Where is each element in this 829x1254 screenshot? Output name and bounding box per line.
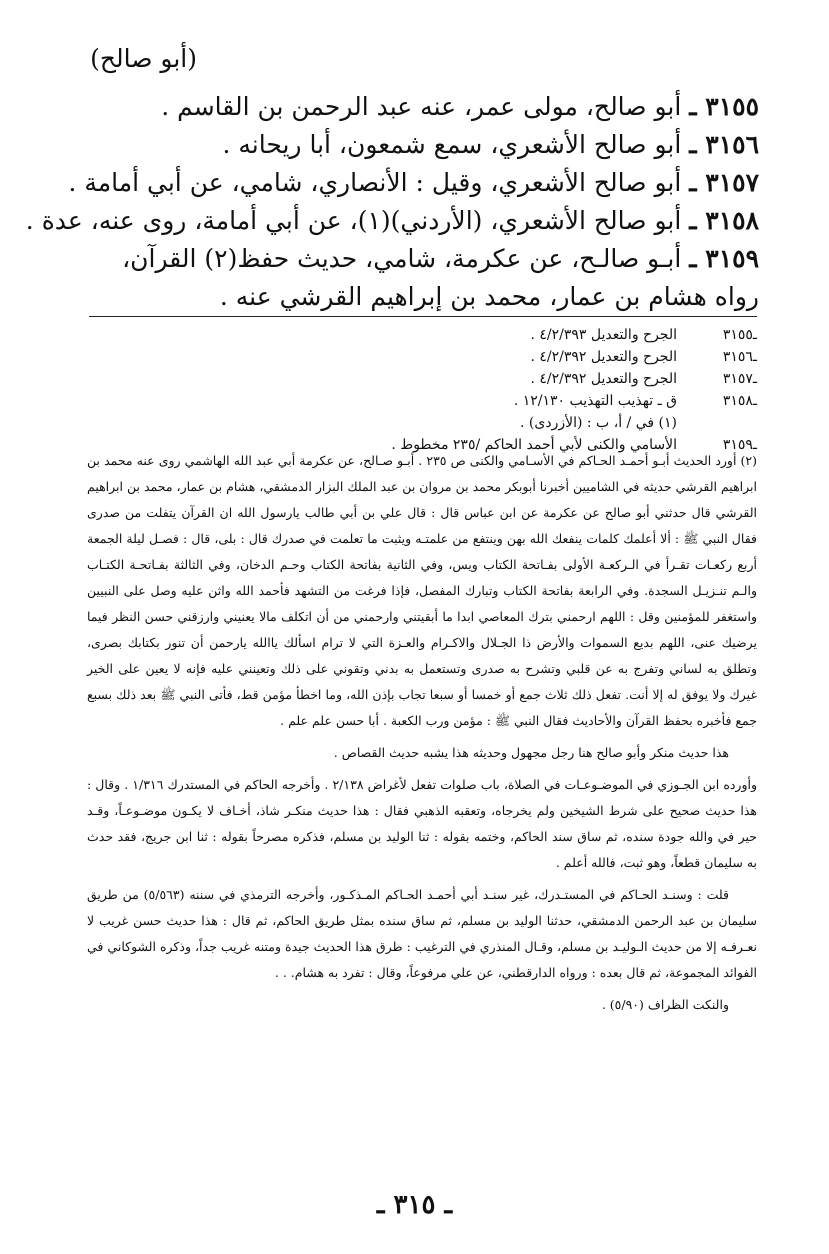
source-number: ـ٣١٥٩ [722, 437, 757, 453]
commentary-paragraph: وأورده ابن الجـوزي في الموضـوعـات في الصلاة، باب صلوات تفعل لأغراض ٢/١٣٨ . وأخرجه الحاكم في المستدرك ١/٣١٦ . وقال : هذا حديث صحيح على شرط الشيخين ولم يخرجاه، وتعقبه الذهبي فقال : هذا حديث منكـر شاذ، أخـاف لا يكـون موضـوعـاً، وقـد حير في والله جودة سنده، ثم ساق سند الحاكم، وختمه بقوله : ثنا الوليد بن مسلم، فذكره مصرحاً بقوله : ثنا ابن جريج، فقد حدث به سليمان قطعاً، وهو ثبت، فالله أعلم . [87, 777, 758, 870]
source-number: ـ٣١٥٧ [722, 371, 757, 387]
source-number: ـ٣١٥٥ [722, 327, 757, 343]
entry-text: أبو صالح الأشعري، (الأردني)(١)، عن أبي أمامة، روى عنه، عدة . [25, 206, 682, 235]
entry-3158 [25, 202, 759, 240]
entry-3156 [89, 126, 759, 164]
commentary-paragraph: (٢) أورد الحديث أبـو أحمـد الحـاكم في الأسـامي والكنى ص ٢٣٥ . أبـو صـالح، عن عكرمة أبي عبد الله الهاشمي روى عنه محمد بن ابراهيم القرشي حديثه في الشاميين أخبرنا أبوبكر محمد بن مروان بن عبد الملك البزار الدمشقي، هشام بن عمار، محمد بن ابراهيم القرشي قال حدثني أبو صالح عن عكرمة عن ابن عباس قال : قال علي بن أبي طالب يارسول الله ان القرآن يتفلت من صدرى فقال النبي ﷺ : ألا أعلمك كلمات ينفعك الله بهن وينتفع من علمتـه ويثبت ما تعلمت في صدرك قال : بلى، قال : فصـل ليلة الجمعة أربع ركعـات تقـرأ في الـركعـة الأولى بفـاتحة الكتاب ويس، وفي الثانية بفاتحة الكتاب وحـم الدخان، وفي الثالثة بفـاتحـة الكتـاب والـم تنـزيـل السجدة. وفي الرابعة بفاتحة الكتاب وتبارك المفصل، فإذا فرغت من التشهد فأحمد الله واثن عليه وصل على النبيين واستغفر للمؤمنين وقل : اللهم ارحمني بترك المعاصي ابدا ما أبقيتني وارحمني من أن اتكلف مالا يعنيني وارزقني حسن النظر فيما يرضيك عنى، اللهم بديع السموات والأرض ذا الجـلال والاكـرام والعـزة التي لا ترام اسألك ياالله يارحمن أن تنور بكتابك بصرى، وتطلق به لساني وتفرج به عن قلبي وتشرح به صدرى وتستعمل به بدني وتقوني على ذلك وتعينني عليه فإنه لا يعين على الخير غيرك ولا يوفق له إلا أنت. تفعل ذلك ثلاث جمع أو خمسا أو سبعا تجاب بإذن الله، وما اخطأ مؤمن قط، فأتى النبي ﷺ بعد ذلك بسبع جمع فأخبره بحفظ القرآن والأحاديث فقال النبي ﷺ : مؤمن ورب الكعبة . أبا حسن علم علم . [87, 453, 758, 728]
source-text: الجرح والتعديل ٤/٢/٣٩٢ . [530, 349, 677, 365]
entry-3159 [89, 240, 759, 316]
source-references [87, 324, 757, 456]
entry-text: أبو صالح الأشعري، وقيل : الأنصاري، شامي، عن أبي أمامة . [68, 168, 682, 197]
source-text: ق ـ تهذيب التهذيب ١٢/١٣٠ . [513, 393, 677, 409]
source-row [87, 390, 757, 412]
source-text: الجرح والتعديل ٤/٢/٣٩٣ . [530, 327, 677, 343]
entry-3157 [68, 164, 759, 202]
commentary-paragraph: قلت : وسنـد الحـاكم في المستـدرك، غير سنـد أبي أحمـد الحـاكم المـذكـور، وأخرجه الترمذي في سننه (٥/٥٦٣) من طريق سليمان بن عبد الرحمن الدمشقي، حدثنا الوليد بن مسلم، ثم ساق سنده بمثل طريق الحاكم، ثم قال : هذا حديث حسن غريب لا نعـرفـه إلا من حديث الـوليـد بن مسلم، وقـال المنذري في الترغيب : طرق هذا الحديث جيدة ومتنه غريب جداً، وذكره الشوكاني في الفوائد المجموعة، ثم قال بعده : ورواه الدارقطني، عن علي مرفوعاً، وقال : تفرد به هشام. . . [87, 887, 757, 980]
footnote-divider [89, 316, 757, 317]
entry-3155 [89, 88, 759, 126]
commentary-paragraph: والنكت الظراف (٥/٩٠) . [601, 997, 729, 1012]
source-row [87, 368, 757, 390]
running-head: (أبو صالح) [90, 44, 197, 73]
commentary-paragraph: هذا حديث منكر وأبو صالح هنا رجل مجهول وحديثه هذا يشبه حديث القصاص . [333, 745, 729, 760]
entry-text: أبو صالح، مولى عمر، عنه عبد الرحمن بن القاسم . [161, 92, 682, 121]
entry-number: ٣١٥٦ ـ [689, 130, 759, 159]
entries-list [25, 88, 759, 316]
source-number: ـ٣١٥٨ [722, 393, 757, 409]
source-number: ـ٣١٥٦ [722, 349, 757, 365]
entry-number: ٣١٥٥ ـ [689, 92, 759, 121]
source-text: الجرح والتعديل ٤/٢/٣٩٢ . [530, 371, 677, 387]
source-row [87, 346, 757, 368]
footnote-1: (١) في / أ، ب : (الأزردى) . [520, 415, 677, 431]
entry-number: ٣١٥٩ ـ [689, 244, 759, 273]
footnote-2-commentary [87, 448, 757, 1024]
entry-number: ٣١٥٧ ـ [689, 168, 759, 197]
source-text: الأسامي والكنى لأبي أحمد الحاكم /٢٣٥ مخطوط . [391, 437, 677, 453]
entry-number: ٣١٥٨ ـ [689, 206, 759, 235]
entry-text: أبو صالح الأشعري، سمع شمعون، أبا ريحانه . [222, 130, 682, 159]
source-row [87, 324, 757, 346]
page-number: ـ ٣١٥ ـ [376, 1190, 453, 1220]
entry-text: أبـو صالـح، عن عكرمة، شامي، حديث حفظ(٢) القرآن، رواه هشام بن عمار، محمد بن إبراهيم القرشي عنه . [122, 244, 759, 311]
